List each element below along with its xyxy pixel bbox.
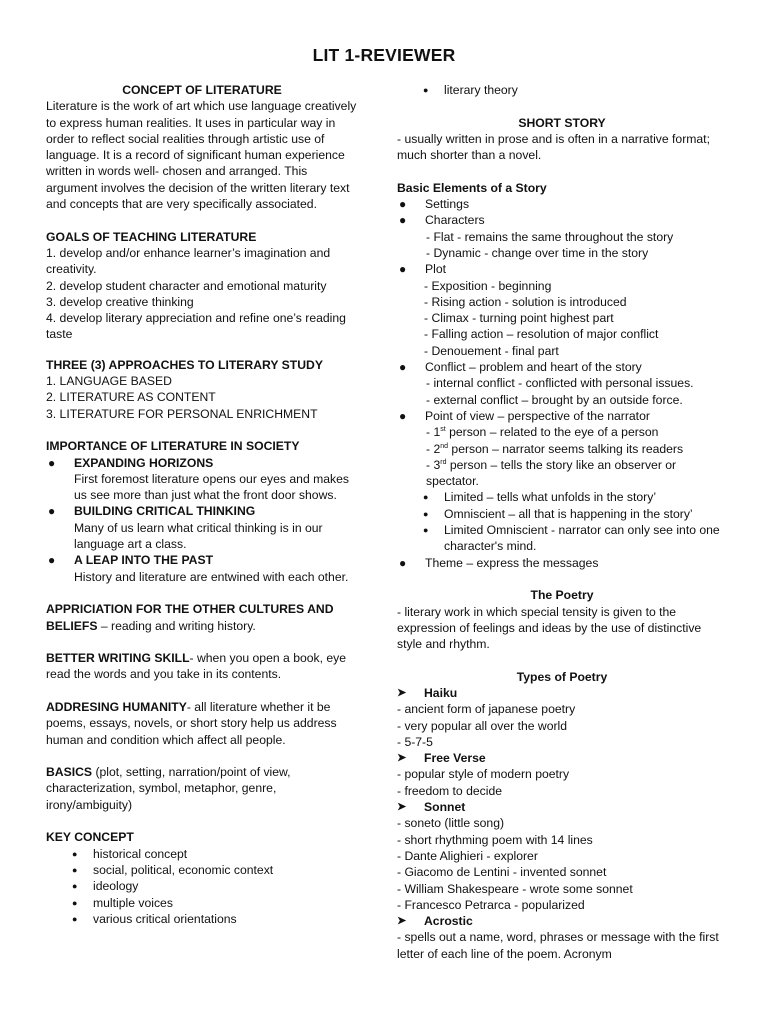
bullet-icon: ● — [399, 555, 407, 570]
bullet-icon: ● — [423, 508, 429, 519]
basics-text: (plot, setting, narration/point of view, characterization, symbol, metaphor, genre, irony/ambiguity) — [46, 765, 291, 812]
importance-title: BUILDING CRITICAL THINKING — [74, 504, 256, 519]
plot-stage: - Denouement - final part — [424, 343, 559, 358]
importance-title: EXPANDING HORIZONS — [74, 455, 214, 470]
appreciation-paragraph — [46, 601, 358, 634]
arrow-bullet-icon: ➤ — [397, 686, 407, 699]
poetry-note: - spells out a name, word, phrases or message with the first letter of each line of the poem. Acronym — [397, 930, 719, 961]
poetry-type: ➤ Free Verse — [397, 751, 486, 766]
importance-title: A LEAP INTO THE PAST — [74, 553, 214, 568]
key-item: ● literary theory — [423, 83, 518, 97]
pov-type: ● Omniscient – all that is happening in the story’ — [423, 506, 693, 521]
importance-body: History and literature are entwined with each other. — [74, 569, 349, 584]
key-item: ● historical concept — [72, 846, 188, 861]
appreciation-text: – reading and writing history. — [97, 618, 256, 633]
right-column — [397, 82, 727, 962]
plot-stage: - Climax - turning point highest part — [424, 311, 614, 326]
character-type: - Dynamic - change over time in the story — [426, 245, 649, 260]
humanity-text: - all literature whether it be poems, essays, novels, or short story help us address human and condition which affect all people. — [46, 699, 337, 747]
bullet-icon: ● — [399, 262, 407, 277]
short-story-heading: SHORT STORY — [518, 115, 606, 130]
elements-heading: Basic Elements of a Story — [397, 180, 547, 195]
poetry-note: - ancient form of japanese poetry — [397, 702, 576, 717]
bullet-icon: ● — [72, 897, 78, 908]
key-item: ● social, political, economic context — [72, 862, 274, 877]
approaches-heading: THREE (3) APPROACHES TO LITERARY STUDY — [46, 357, 323, 372]
pov-type: ● Limited – tells what unfolds in the story’ — [423, 490, 657, 505]
importance-item — [46, 503, 358, 552]
approach-item: 1. LANGUAGE BASED — [46, 374, 172, 389]
key-item: ● multiple voices — [72, 895, 173, 910]
key-item: ● ideology — [72, 879, 139, 894]
importance-heading: IMPORTANCE OF LITERATURE IN SOCIETY — [46, 439, 300, 454]
page-title: LIT 1-REVIEWER — [312, 45, 456, 65]
bullet-icon: ● — [399, 197, 407, 212]
importance-body: First foremost literature opens our eyes and makes us see more than just what the front door shows. — [74, 471, 350, 503]
plot-stage: - Falling action – resolution of major conflict — [424, 327, 659, 342]
appreciation-label: APPRICIATION FOR THE OTHER CULTURES AND BELIEFS — [46, 602, 334, 633]
writing-label: BETTER WRITING SKILL — [46, 651, 190, 666]
poetry-note: - very popular all over the world — [397, 718, 568, 733]
character-type: - Flat - remains the same throughout the story — [426, 229, 674, 244]
bullet-icon: ● — [48, 455, 56, 470]
element-item: ● Point of view – perspective of the narrator — [399, 408, 650, 423]
poetry-note: - William Shakespeare - wrote some sonnet — [397, 881, 633, 896]
concept-body: Literature is the work of art which use language creatively to express human realities. It uses in particular way in order to reflect social realities through artistic use of language. It is a record of significant human experience written in words well- chosen and arranged. This argument involves the decision of the written literary text and concepts that are very specifically associated. — [46, 99, 357, 212]
goal-item: 1. develop and/or enhance learner’s imagination and creativity. — [46, 245, 331, 277]
poetry-note: - Dante Alighieri - explorer — [397, 848, 538, 863]
poetry-heading: The Poetry — [530, 588, 594, 603]
pov-person: - 3rd person – tells the story like an observer or spectator. — [426, 457, 677, 489]
conflict-type: - internal conflict - conflicted with personal issues. — [426, 376, 694, 391]
bullet-icon: ● — [399, 213, 407, 228]
humanity-paragraph — [46, 699, 358, 748]
humanity-label: ADDRESING HUMANITY — [46, 699, 187, 714]
bullet-icon: ● — [48, 504, 56, 519]
goal-item: 4. develop literary appreciation and refine one’s reading taste — [46, 311, 346, 342]
bullet-icon: ● — [399, 408, 407, 423]
poetry-definition: - literary work in which special tensity is given to the expression of feelings and ideas by the use of distinctive style and rhythm. — [397, 604, 702, 652]
element-item: ● Settings — [399, 197, 470, 212]
arrow-bullet-icon: ➤ — [397, 801, 407, 814]
poetry-note: - popular style of modern poetry — [397, 767, 570, 782]
poetry-note: - freedom to decide — [397, 783, 503, 798]
arrow-bullet-icon: ➤ — [397, 752, 407, 765]
bullet-icon: ● — [423, 525, 429, 536]
plot-stage: - Rising action - solution is introduced — [424, 294, 627, 309]
element-item: ● Characters — [399, 213, 485, 228]
bullet-icon: ● — [399, 360, 407, 375]
goals-heading: GOALS OF TEACHING LITERATURE — [46, 229, 257, 244]
poetry-type: ➤ Acrostic — [397, 914, 473, 929]
poetry-type: ➤ Sonnet — [397, 800, 466, 815]
writing-paragraph — [46, 650, 358, 683]
concept-heading: CONCEPT OF LITERATURE — [122, 83, 282, 97]
poetry-note: - 5-7-5 — [397, 734, 433, 749]
bullet-icon: ● — [72, 913, 78, 924]
writing-text: - when you open a book, eye read the words and you take in its contents. — [46, 651, 347, 682]
pov-person: - 1st person – related to the eye of a person — [426, 425, 659, 440]
bullet-icon: ● — [72, 864, 78, 875]
element-item: ● Conflict – problem and heart of the story — [399, 360, 642, 375]
plot-stage: - Exposition - beginning — [424, 278, 552, 293]
bullet-icon: ● — [423, 85, 429, 95]
poetry-note: - Francesco Petrarca - popularized — [397, 897, 585, 912]
goal-item: 2. develop student character and emotional maturity — [46, 278, 327, 293]
importance-body: Many of us learn what critical thinking is in our language art a class. — [74, 520, 323, 552]
bullet-icon: ● — [48, 553, 56, 568]
poetry-types-heading: Types of Poetry — [516, 669, 608, 684]
key-heading: KEY CONCEPT — [46, 830, 134, 845]
conflict-type: - external conflict – brought by an outside force. — [426, 392, 683, 407]
key-item: ● various critical orientations — [72, 911, 237, 926]
element-item: ● Plot — [399, 262, 447, 277]
goal-item: 3. develop creative thinking — [46, 294, 194, 309]
poetry-note: - short rhythming poem with 14 lines — [397, 832, 593, 847]
element-item: ● Theme – express the messages — [399, 555, 599, 570]
basics-paragraph — [46, 764, 358, 813]
poetry-type: ➤ Haiku — [397, 685, 458, 700]
approach-item: 3. LITERATURE FOR PERSONAL ENRICHMENT — [46, 406, 318, 421]
importance-item — [46, 455, 358, 504]
arrow-bullet-icon: ➤ — [397, 915, 407, 928]
pov-person: - 2nd person – narrator seems talking its readers — [426, 441, 684, 456]
bullet-icon: ● — [72, 881, 78, 892]
bullet-icon: ● — [72, 848, 78, 859]
approach-item: 2. LITERATURE AS CONTENT — [46, 390, 216, 405]
basics-label: BASICS — [46, 765, 93, 780]
poetry-note: - soneto (little song) — [397, 816, 505, 831]
poetry-note: - Giacomo de Lentini - invented sonnet — [397, 865, 607, 880]
pov-type: ● Limited Omniscient - narrator can only see into one character's mind. — [423, 523, 720, 554]
short-story-definition: - usually written in prose and is often in a narrative format; much shorter than a novel. — [397, 131, 710, 163]
bullet-icon: ● — [423, 492, 429, 503]
left-column — [46, 82, 358, 927]
importance-item — [46, 552, 358, 585]
